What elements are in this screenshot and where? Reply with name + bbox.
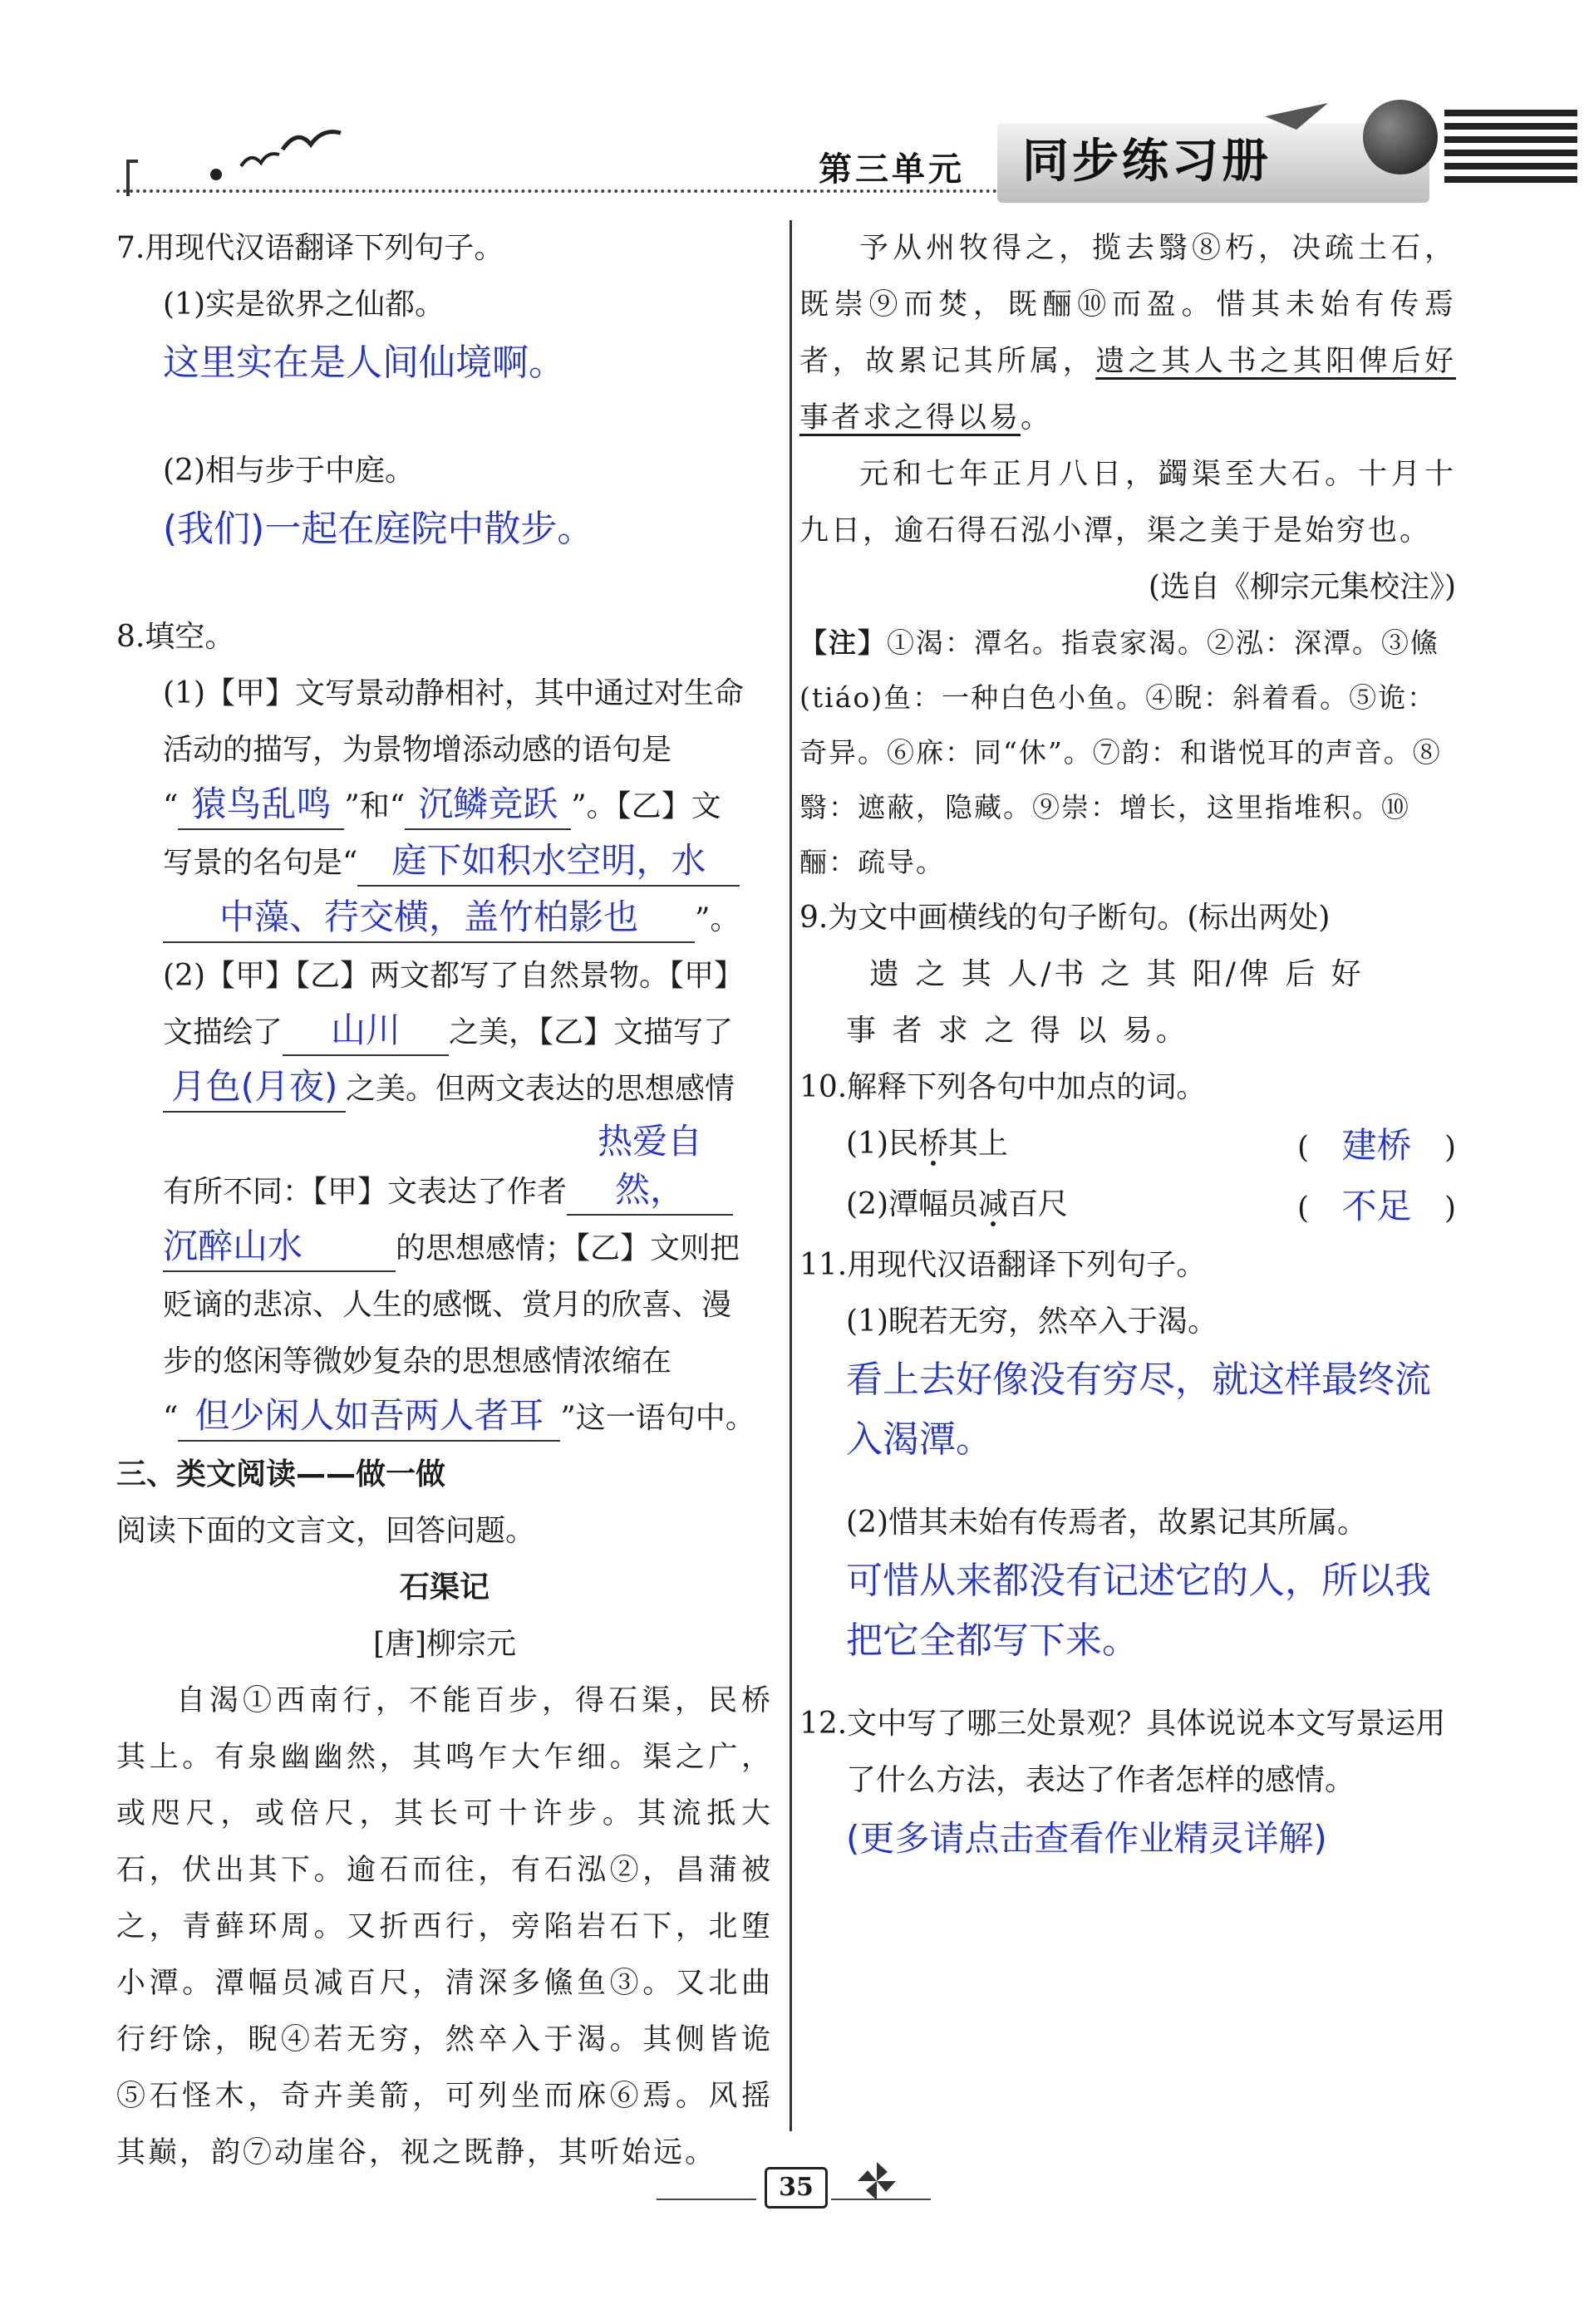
essay-author: [唐]柳宗元 [372, 1627, 517, 1661]
q8-blank-6a: 热爱自然， [567, 1118, 733, 1216]
q7-answer-1: 这里实在是人间仙境啊。 [163, 341, 565, 384]
q8-blank-2: 沉鳞竞跃 [405, 780, 571, 830]
q11-stem: 11.用现代汉语翻译下列句子。 [799, 1248, 1207, 1282]
q11-sentence-1: (1)睨若无穷，然卒入于渴。 [846, 1304, 1218, 1339]
q8-p1-line4 [116, 835, 773, 892]
q7-sentence-1: (1)实是欲界之仙都。 [163, 287, 445, 322]
q10-s2-post: 百尺 [1008, 1187, 1069, 1221]
workbook-title: 同步练习册 [1022, 134, 1272, 189]
q9-answer-line-1: 遗 之 其 人/书 之 其 阳/俾 后 好 [869, 957, 1365, 991]
q9-stem: 9.为文中画横线的句子断句。(标出两处) [799, 901, 1331, 935]
essay-paragraph-2 [799, 220, 1456, 446]
q12-stem: 12.文中写了哪三处景观？具体说说本文写景运用了什么方法，表达了作者怎样的感情。 [799, 1707, 1446, 1797]
q8-p1-line5 [116, 892, 773, 948]
q10-s1-pre: (1)民 [846, 1127, 918, 1161]
birds-icon [183, 116, 399, 191]
page-number: 35 [765, 2167, 828, 2209]
q10-s2-pre: (2)潭幅员 [846, 1187, 978, 1221]
q9-answer-line-2: 事 者 求 之 得 以 易。 [846, 1014, 1189, 1048]
q10-answer-box-1 [1297, 1116, 1456, 1177]
left-column [116, 220, 773, 2181]
essay-paragraph-1: 自渴①西南行，不能百步，得石渠，民桥其上。有泉幽幽然，其鸣乍大乍细。渠之广，或咫尺，或倍尺，其长可十许步。其流抵大石，伏出其下。逾石而往，有石泓②，昌蒲被之，青藓环周。又折西行，旁陷岩石下，北堕小潭。潭幅员减百尺，清深多鯈鱼③。又北曲行纡馀，睨④若无穷，然卒入于渴。其侧皆诡⑤石怪木，奇卉美箭，可列坐而庥⑥焉。风摇其巅，韵⑦动崖谷，视之既静，其听始远。 [116, 1684, 773, 2169]
quote-mark: “ [163, 789, 179, 823]
q8-blank-5: 月色(月夜) [163, 1063, 346, 1113]
page-footer [657, 2160, 931, 2210]
q11-sentence-2: (2)惜其未始有传焉者，故累记其所属。 [846, 1506, 1367, 1540]
q11-answer-2: 可惜从来都没有记述它的人，所以我把它全都写下来。 [846, 1560, 1431, 1662]
unit-label: 第三单元 [819, 150, 965, 189]
q8-p2-text: 有所不同：【甲】文表达了作者 [163, 1175, 568, 1209]
q10-answer-box-2 [1297, 1177, 1456, 1237]
q12-answer-link[interactable]: (更多请点击查看作业精灵详解) [846, 1818, 1327, 1859]
paper-plane-icon [1263, 100, 1330, 133]
notes [799, 616, 1456, 890]
q8-p2-line3 [116, 1061, 773, 1118]
q8-blank-1: 猿鸟乱鸣 [178, 780, 344, 830]
pinwheel-icon [856, 2160, 898, 2202]
essay-title: 石渠记 [399, 1570, 489, 1604]
essay-source: (选自《柳宗元集校注》) [1148, 570, 1456, 604]
q10-s1-post: 其上 [948, 1127, 1009, 1161]
q8-p2-line5 [116, 1221, 773, 1277]
paren-right: ) [1444, 1131, 1456, 1165]
q8-p2-line2 [116, 1005, 773, 1061]
essay-paragraph-3: 元和七年正月八日，蠲渠至大石。十月十九日，逾石得石泓小潭，渠之美于是始穷也。 [799, 458, 1456, 548]
paren-left: ( [1296, 1191, 1310, 1226]
footer-line-left [657, 2199, 756, 2200]
q10-sentence-1 [846, 1116, 1008, 1177]
q8-p2-line7: 步的悠闲等微妙复杂的思想感情浓缩在 [163, 1344, 672, 1378]
q8-p1-text: ”。 [695, 902, 740, 936]
paren-right: ) [1444, 1191, 1456, 1226]
q10-stem: 10.解释下列各句中加点的词。 [799, 1070, 1207, 1104]
q10-item-2 [799, 1177, 1456, 1237]
q10-answer-2: 不足 [1341, 1186, 1412, 1226]
notes-text: ①渴：潭名。指袁家渴。②泓：深潭。③鯈(tiáo)鱼：一种白色小鱼。④睨：斜着看。⑤诡：奇异。⑥庥：同“休”。⑦韵：和谐悦耳的声音。⑧翳：遮蔽，隐藏。⑨崇：增长，这里指堆积。⑩酾：疏导。 [799, 626, 1442, 878]
q7-answer-2: (我们)一起在庭院中散步。 [163, 508, 594, 550]
underlined-sentence: 遗之其人书之其阳俾后好事者求之得以易 [799, 345, 1456, 435]
q8-p2-text: 文描绘了 [163, 1015, 283, 1049]
q8-blank-7: 但少闲人如吾两人者耳 [178, 1392, 560, 1442]
right-column [799, 220, 1456, 1869]
quote-mark: “ [163, 1401, 179, 1435]
q8-p2-text: 之美，【乙】文描写了 [449, 1015, 734, 1049]
q8-p2-line1: (2)【甲】【乙】两文都写了自然景物。【甲】 [163, 959, 744, 993]
q11-answer-1: 看上去好像没有穷尽，就这样最终流入渴潭。 [846, 1359, 1431, 1461]
q8-p2-line4 [116, 1118, 773, 1221]
q8-p2-text: 之美。但两文表达的思想感情 [346, 1072, 735, 1106]
page-header [116, 100, 1479, 199]
q8-p1-line2: 活动的描写，为景物增添动感的语句是 [163, 733, 672, 767]
essay-p2-text: 予从州牧得之，揽去翳⑧朽，决疏土石，既崇⑨而焚，既酾⑩而盈。惜其未始有传焉者，故累记其所属， [799, 232, 1456, 378]
q8-p1-line1: (1)【甲】文写景动静相衬，其中通过对生命 [163, 676, 744, 710]
reading-instruction: 阅读下面的文言文，回答问题。 [116, 1514, 536, 1548]
q10-sentence-2 [846, 1177, 1068, 1237]
q8-blank-3b: 中藻、荇交横，盖竹柏影也 [163, 893, 695, 943]
paren-left: ( [1296, 1131, 1310, 1165]
essay-p2-end: 。 [1021, 401, 1053, 435]
q8-p1-line3 [116, 779, 773, 835]
q8-p2-text: ”这一语句中。 [560, 1401, 755, 1435]
q8-p1-text: 写景的名句是“ [163, 846, 358, 880]
q8-stem: 8.填空。 [116, 620, 235, 654]
dotted-word: 桥 [918, 1127, 949, 1161]
q10-item-1 [799, 1116, 1456, 1177]
q8-p1-text: ”。【乙】文 [571, 789, 721, 823]
q8-blank-6b: 沉醉山水 [163, 1222, 396, 1272]
q7-stem: 7.用现代汉语翻译下列句子。 [116, 231, 504, 265]
notes-label: 【注】 [799, 626, 887, 659]
q8-p2-text: 的思想感情；【乙】文则把 [396, 1231, 740, 1265]
q8-blank-4: 山川 [283, 1006, 449, 1056]
q8-blank-3a: 庭下如积水空明，水 [357, 837, 740, 887]
globe-icon [1363, 100, 1438, 174]
column-divider [790, 220, 792, 2131]
q10-answer-1: 建桥 [1341, 1125, 1412, 1166]
header-stripes-decoration [1444, 110, 1577, 199]
section-3-heading: 三、类文阅读——做一做 [116, 1457, 446, 1491]
q8-p2-line8 [116, 1390, 773, 1447]
q8-p2-line6: 贬谪的悲凉、人生的感慨、赏月的欣喜、漫 [163, 1288, 732, 1322]
quote-text: ”和“ [344, 789, 406, 823]
q7-sentence-2: (2)相与步于中庭。 [163, 454, 415, 488]
dotted-word: 减 [978, 1187, 1009, 1221]
